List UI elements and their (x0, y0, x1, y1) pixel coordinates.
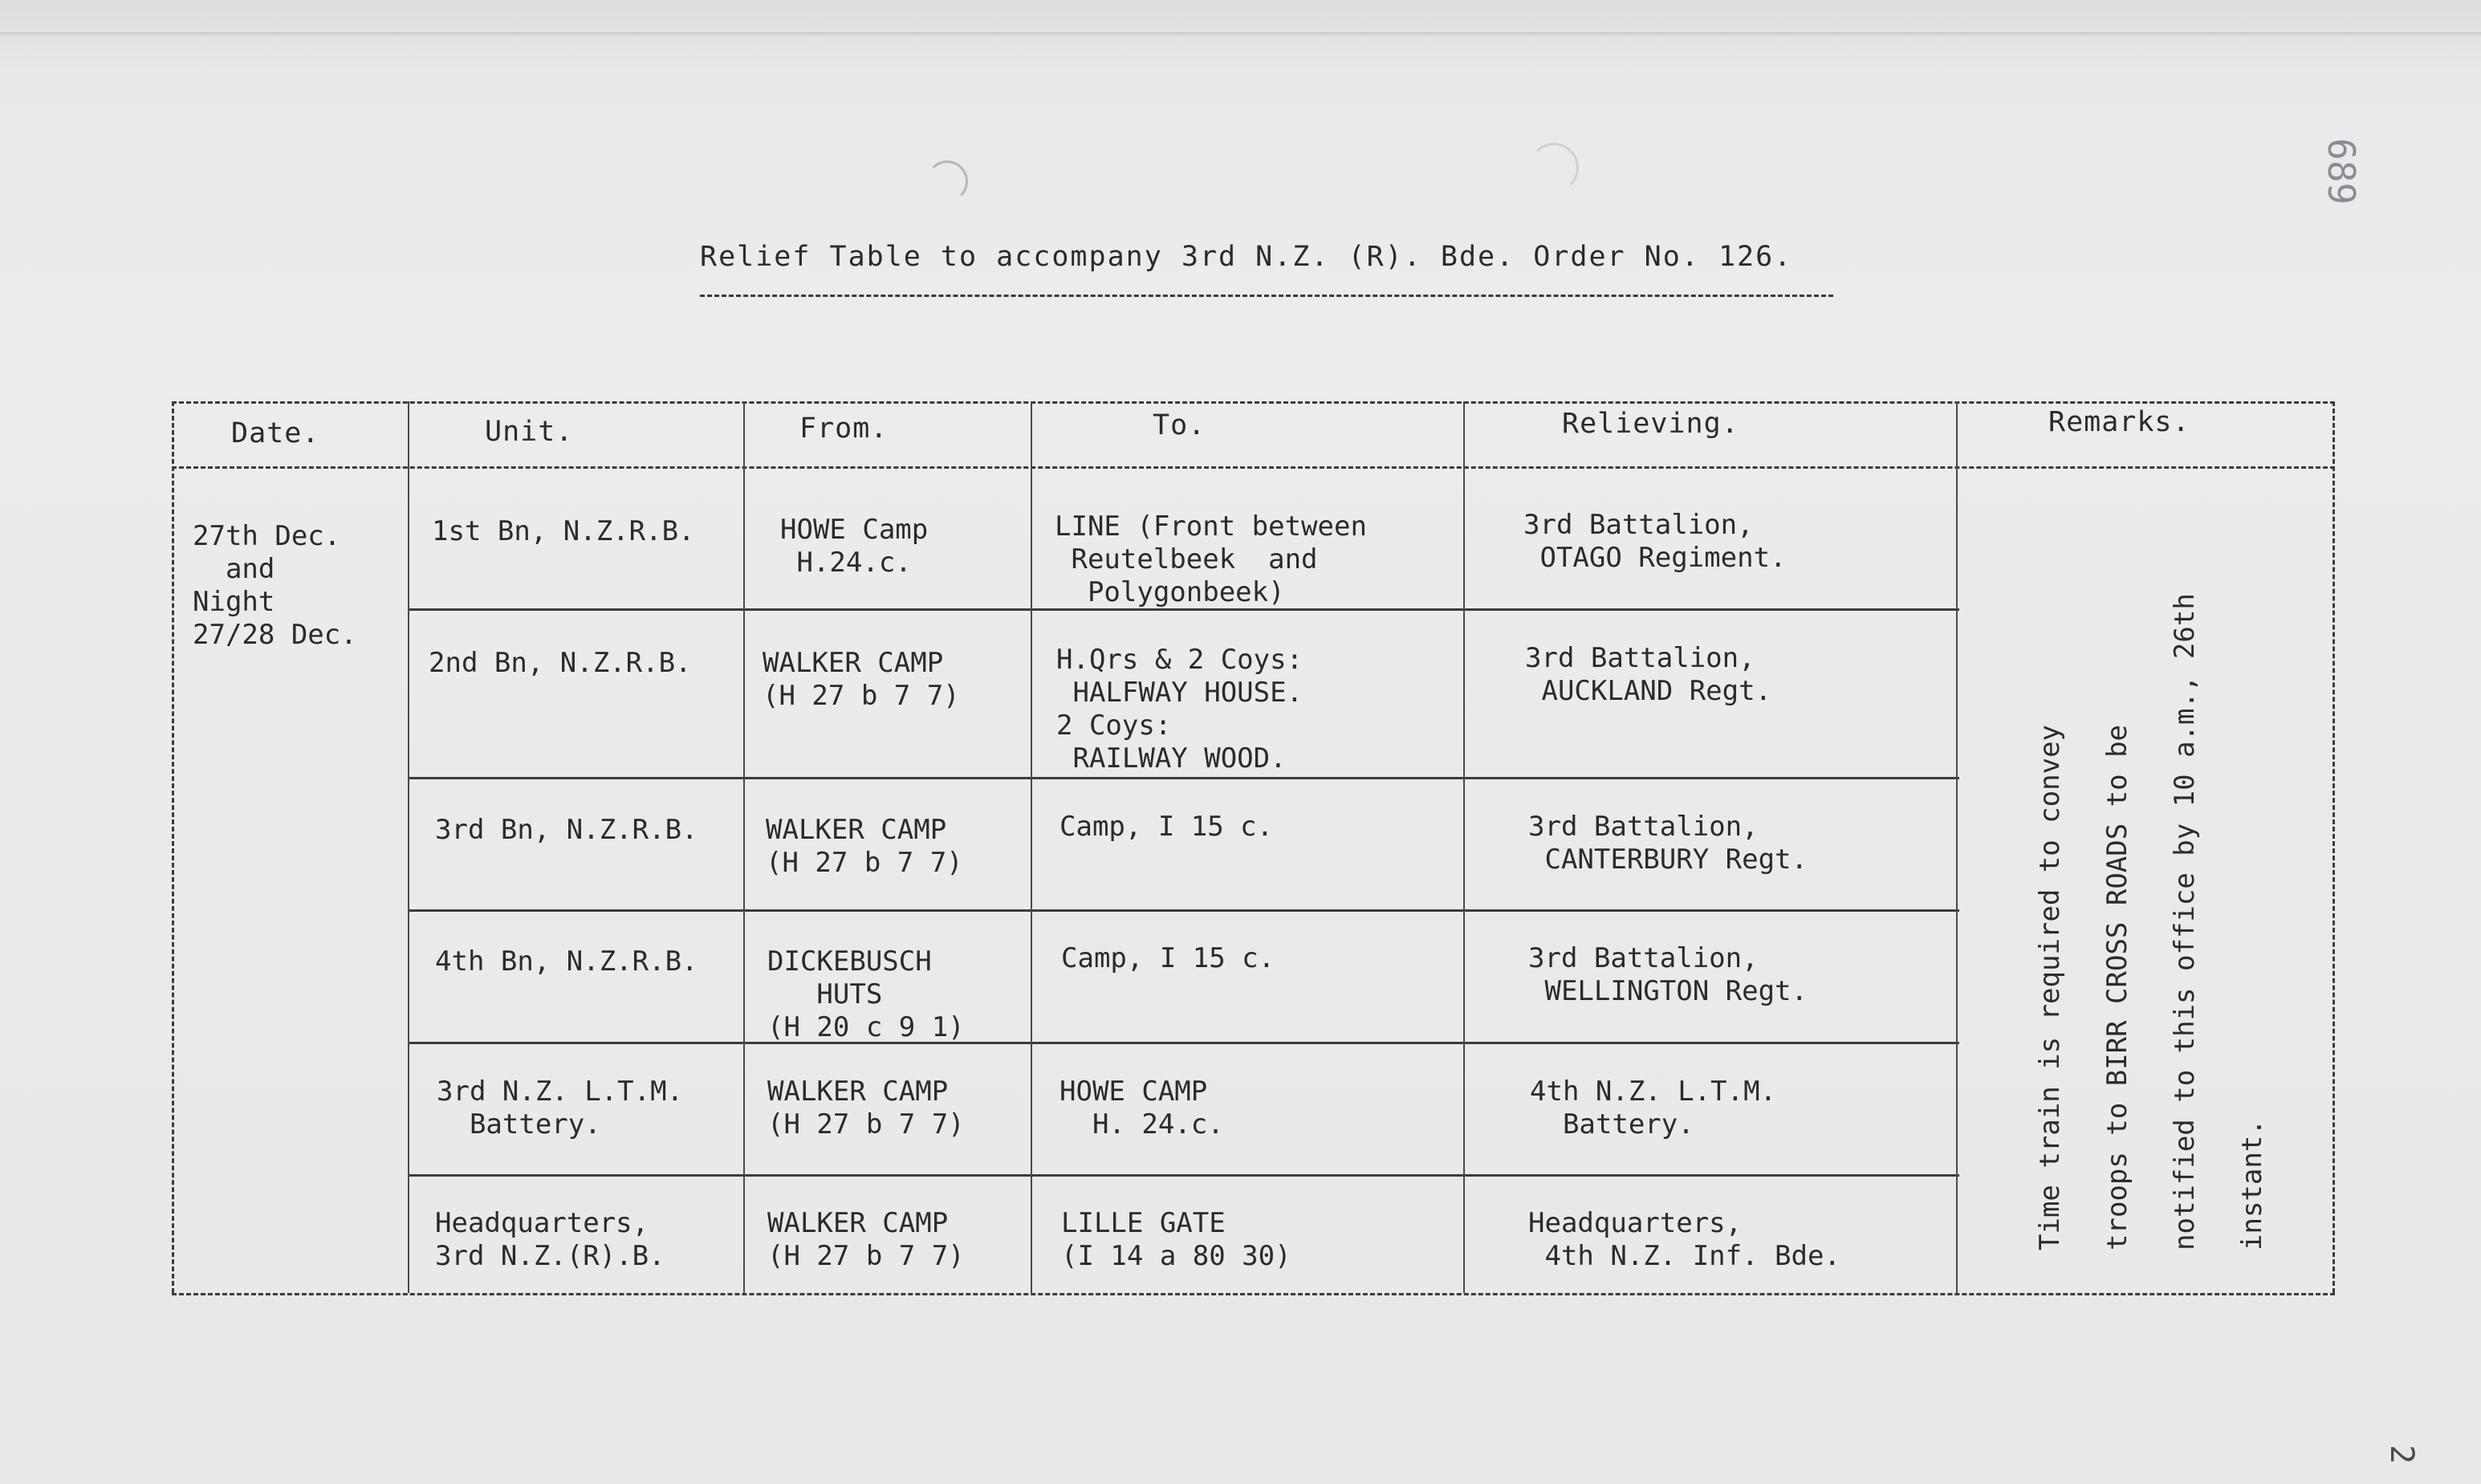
header-from: From. (799, 413, 889, 445)
header-to: To. (1153, 409, 1206, 441)
header-unit: Unit. (485, 416, 574, 448)
relieving-cell: 4th N.Z. L.T.M. Battery. (1530, 1075, 1777, 1140)
from-cell: WALKER CAMP (H 27 b 7 7) (767, 1207, 965, 1272)
punch-hole-mark (926, 161, 968, 202)
page-number: 2 (2383, 1445, 2420, 1465)
column-divider (408, 401, 409, 1293)
relieving-cell: 3rd Battalion, WELLINGTON Regt. (1528, 942, 1808, 1007)
row-divider (409, 909, 1959, 912)
row-divider (409, 1174, 1959, 1177)
header-remarks: Remarks. (2048, 406, 2190, 438)
column-divider (1956, 401, 1958, 1293)
column-divider (1463, 401, 1465, 1293)
to-cell: Camp, I 15 c. (1060, 811, 1274, 843)
unit-cell: 2nd Bn, N.Z.R.B. (429, 647, 692, 679)
table-bottom-border (172, 1293, 2335, 1295)
relieving-cell: 3rd Battalion, CANTERBURY Regt. (1528, 811, 1808, 876)
unit-cell: 3rd N.Z. L.T.M. Battery. (437, 1075, 684, 1140)
document-title: Relief Table to accompany 3rd N.Z. (R). Bde. Order No. 126. (700, 241, 1793, 273)
header-relieving: Relieving. (1562, 408, 1739, 440)
to-cell: HOWE CAMP H. 24.c. (1060, 1075, 1224, 1140)
to-cell: H.Qrs & 2 Coys: HALFWAY HOUSE. 2 Coys: RAILWAY WOOD. (1056, 644, 1304, 775)
relieving-cell: Headquarters, 4th N.Z. Inf. Bde. (1528, 1207, 1840, 1272)
from-cell: WALKER CAMP (H 27 b 7 7) (763, 647, 960, 712)
table-top-border (172, 401, 2335, 404)
table-right-border (2333, 401, 2335, 1293)
relieving-cell: 3rd Battalion, OTAGO Regiment. (1523, 509, 1787, 574)
column-divider (743, 401, 745, 1293)
date-cell: 27th Dec. and Night 27/28 Dec. (193, 520, 357, 651)
row-divider (409, 777, 1959, 779)
unit-cell: 4th Bn, N.Z.R.B. (435, 945, 698, 978)
from-cell: WALKER CAMP (H 27 b 7 7) (766, 814, 963, 879)
header-divider (172, 466, 2335, 469)
folio-number: 689 (2320, 138, 2363, 205)
to-cell: LINE (Front between Reutelbeek and Polygonbeek) (1055, 510, 1367, 608)
unit-cell: 3rd Bn, N.Z.R.B. (435, 814, 698, 846)
from-cell: DICKEBUSCH HUTS (H 20 c 9 1) (767, 945, 965, 1043)
from-cell: HOWE Camp H.24.c. (780, 514, 929, 579)
punch-hole-mark (1529, 143, 1579, 193)
unit-cell: Headquarters, 3rd N.Z.(R).B. (435, 1207, 665, 1272)
to-cell: Camp, I 15 c. (1061, 942, 1275, 974)
title-underline (700, 295, 1833, 297)
paper-edge (0, 32, 2481, 37)
unit-cell: 1st Bn, N.Z.R.B. (432, 515, 695, 547)
to-cell: LILLE GATE (I 14 a 80 30) (1061, 1207, 1291, 1272)
remarks-cell: Time train is required to convey troops to BIRR CROSS ROADS to be notified to this office by 10 a.m., 26th instant. (2034, 593, 2268, 1250)
from-cell: WALKER CAMP (H 27 b 7 7) (767, 1075, 965, 1140)
header-date: Date. (231, 417, 320, 449)
column-divider (1031, 401, 1032, 1293)
row-divider (409, 1042, 1959, 1044)
table-left-border (172, 401, 174, 1293)
relieving-cell: 3rd Battalion, AUCKLAND Regt. (1525, 642, 1772, 707)
